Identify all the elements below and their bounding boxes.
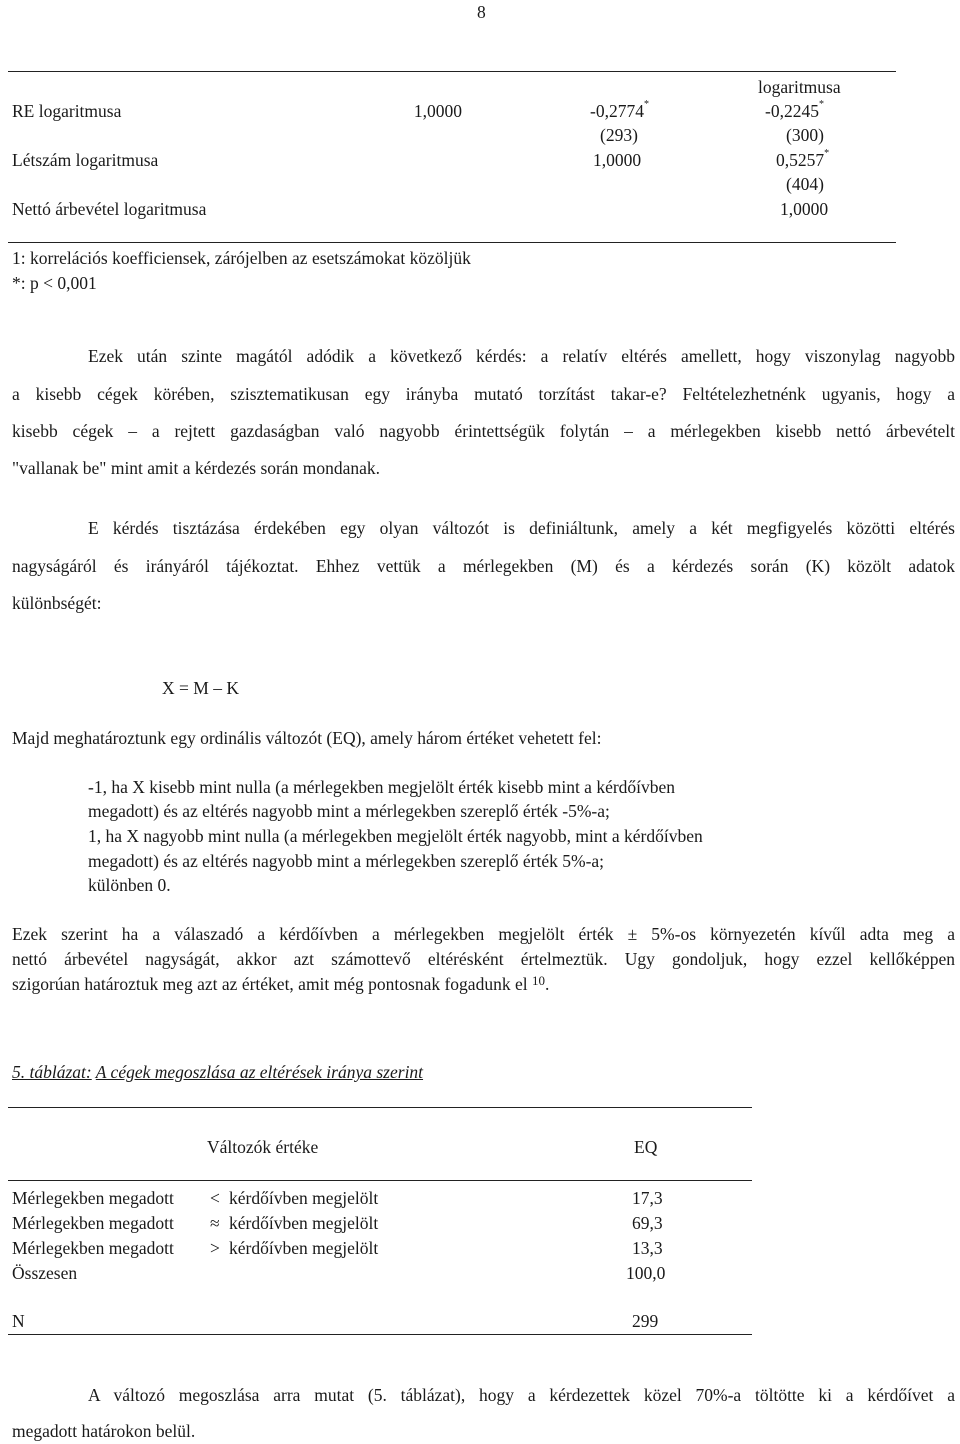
text-line: szigorúan határoztuk meg azt az értéket, amit még pontosnak fogadunk el $^{10}$. <box>12 973 550 994</box>
paragraph: Majd meghatároztunk egy ordinális változót (EQ), amely három értéket vehetett fel: <box>12 728 602 748</box>
cell-value: 0,5257* <box>776 148 830 170</box>
relation-symbol: > <box>210 1238 220 1258</box>
page-number: 8 <box>477 2 486 22</box>
table-bottom-rule <box>8 1334 752 1335</box>
table-row: Mérlegekben megadott <box>12 1213 174 1233</box>
table-row: Mérlegekben megadott <box>12 1188 174 1208</box>
case-count: (293) <box>600 125 638 145</box>
text-line: nagyságáról és irányáról tájékoztat. Ehhez vettük a mérlegekben (M) és a kérdezés során (K) közölt adatok <box>12 556 955 576</box>
row-label: RE logaritmusa <box>12 101 122 121</box>
case-count: (300) <box>786 125 824 145</box>
table-header-rule <box>8 1180 752 1181</box>
total-label: Összesen <box>12 1263 78 1283</box>
total-value: 100,0 <box>626 1263 666 1283</box>
text-line: A változó megoszlása arra mutat (5. táblázat), hogy a kérdezettek közel 70%-a töltötte ki a kérdőívet a <box>88 1385 955 1405</box>
cell-value: 1,0000 <box>413 101 462 121</box>
case-count: (404) <box>786 174 824 194</box>
table-bottom-rule <box>8 242 896 243</box>
list-line: megadott) és az eltérés nagyobb mint a mérlegekben szereplő érték 5%-a; <box>88 851 605 871</box>
n-value: 299 <box>632 1311 659 1331</box>
text-line: nettó árbevétel nagyságát, akkor azt számottevő eltérésként értelmeztük. Ugy gondoljuk, hogy ezzel kellőképpen <box>12 949 955 969</box>
table-cell: kérdőívben megjelölt <box>229 1238 379 1258</box>
table-note: *: p < 0,001 <box>12 273 97 293</box>
n-label: N <box>12 1311 25 1331</box>
list-line: 1, ha X nagyobb mint nulla (a mérlegekben megjelölt érték nagyobb, mint a kérdőívben <box>88 826 703 846</box>
text-line: megadott határokon belül. <box>12 1421 196 1441</box>
text-line: Ezek szerint ha a válaszadó a kérdőívben a mérlegekben megjelölt érték ± 5%-os környezetén kívűl adta meg a <box>12 924 955 944</box>
list-line: különben 0. <box>88 875 171 895</box>
text-line: Ezek után szinte magától adódik a következő kérdés: a relatív eltérés amellett, hogy viszonylag nagyobb <box>88 346 955 366</box>
cell-value: -0,2245* <box>765 99 824 121</box>
text-line: különbségét: <box>12 593 102 613</box>
table-cell: 17,3 <box>632 1188 663 1208</box>
table-top-rule <box>8 71 896 72</box>
table-row: Mérlegekben megadott <box>12 1238 174 1258</box>
table-note: 1: korrelációs koefficiensek, zárójelben az esetszámokat közöljük <box>12 248 471 268</box>
table-cell: kérdőívben megjelölt <box>229 1188 379 1208</box>
text-line: kisebb cégek – a rejtett gazdaságban való nagyobb érintettségük folytán – a mérlegekben kisebb nettó árbevételt <box>12 421 955 441</box>
table-caption: 5. táblázat: A cégek megoszlása az eltérések iránya szerint <box>12 1062 424 1082</box>
column-header: EQ <box>634 1137 658 1157</box>
relation-symbol: ≈ <box>210 1213 220 1233</box>
text-line: "vallanak be" mint amit a kérdezés során mondanak. <box>12 458 381 478</box>
footnote-ref[interactable]: 10 <box>531 973 545 988</box>
cell-value: 1,0000 <box>780 199 829 219</box>
column-header: logaritmusa <box>758 77 841 97</box>
list-line: megadott) és az eltérés nagyobb mint a mérlegekben szereplő érték -5%-a; <box>88 801 610 821</box>
cell-value: -0,2774* <box>590 99 649 121</box>
cell-value: 1,0000 <box>593 150 642 170</box>
row-label: Nettó árbevétel logaritmusa <box>12 199 207 219</box>
column-header: Változók értéke <box>207 1137 319 1157</box>
list-line: -1, ha X kisebb mint nulla (a mérlegekben megjelölt érték kisebb mint a kérdőívben <box>88 777 676 797</box>
table-top-rule <box>8 1107 752 1108</box>
row-label: Létszám logaritmusa <box>12 150 159 170</box>
text-line: a kisebb cégek körében, szisztematikusan egy irányba mutató torzítást takar-e? Feltételezhetnénk ugyanis, hogy a <box>12 384 955 404</box>
relation-symbol: < <box>210 1188 220 1208</box>
table-cell: 69,3 <box>632 1213 663 1233</box>
text-line: E kérdés tisztázása érdekében egy olyan változót is definiáltunk, amely a két megfigyelés közötti eltérés <box>88 518 955 538</box>
table-cell: kérdőívben megjelölt <box>229 1213 379 1233</box>
table-cell: 13,3 <box>632 1238 663 1258</box>
formula: X = M – K <box>162 678 239 698</box>
